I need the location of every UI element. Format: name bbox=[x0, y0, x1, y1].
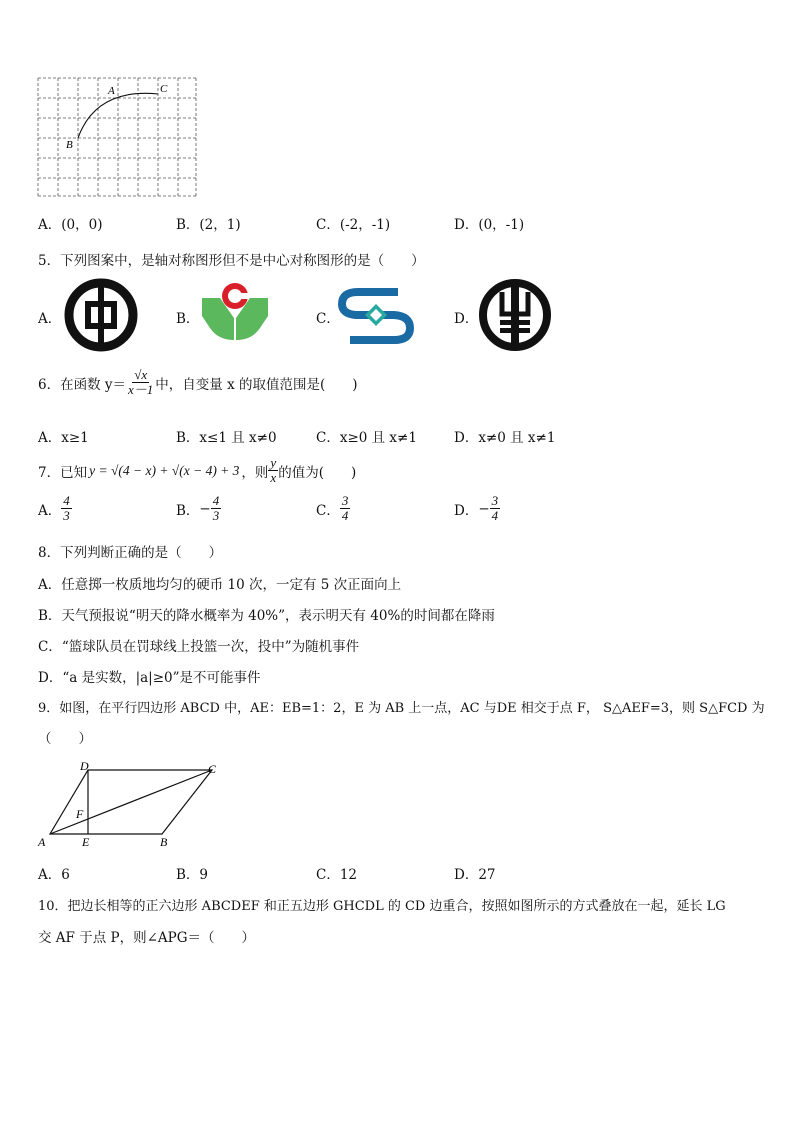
q7-option-d-den: 4 bbox=[491, 508, 499, 523]
q7-option-b-letter: B． bbox=[176, 502, 200, 519]
q7-option-a-fraction bbox=[61, 494, 72, 523]
q9-option-b: B．9 bbox=[176, 867, 209, 883]
q10-line1: 10．把边长相等的正六边形 ABCDEF 和正五边形 GHCDL 的 CD 边重合，按照如图所示的方式叠放在一起，延长 LG bbox=[38, 899, 726, 914]
q7-option-c-letter: C． bbox=[316, 502, 340, 519]
q7-stem-mid: ，则 bbox=[241, 464, 269, 481]
q10-line2: 交 AF 于点 P，则∠APG＝（ ） bbox=[38, 930, 256, 946]
q9-stem: 9．如图，在平行四边形 ABCD 中，AE：EB=1：2，E 为 AB 上一点，AC 与DE 相交于点 F， S△AEF=3，则 S△FCD 为 bbox=[38, 701, 765, 716]
label-C: C bbox=[160, 83, 168, 95]
q4-option-b: B．(2，1) bbox=[176, 217, 241, 233]
q7-option-a-den: 3 bbox=[63, 508, 70, 523]
q8-option-d: D．“a 是实数，|a|≥0”是不可能事件 bbox=[38, 670, 261, 686]
s-shaped-bank-logo-icon bbox=[336, 284, 416, 350]
label-B: B bbox=[160, 835, 168, 849]
q7-option-d-sign: − bbox=[478, 500, 490, 517]
q7-option-b-den: 3 bbox=[212, 508, 220, 523]
label-A: A bbox=[38, 835, 46, 849]
q8-stem: 8．下列判断正确的是（ ） bbox=[38, 545, 223, 561]
q5-option-d-letter: D． bbox=[454, 311, 479, 327]
parallelogram-diagram bbox=[36, 758, 226, 850]
q9-option-c: C．12 bbox=[316, 867, 358, 883]
q7-option-a-letter: A． bbox=[38, 502, 62, 519]
q7-stem bbox=[38, 456, 356, 485]
q9-stem-line2: （ ） bbox=[38, 731, 92, 747]
q7-option-c-num: 3 bbox=[341, 493, 349, 508]
bank-of-china-logo-icon bbox=[62, 276, 140, 358]
q7-option-d bbox=[454, 494, 500, 523]
q7-option-b bbox=[176, 494, 221, 523]
q5-option-b-letter: B． bbox=[176, 311, 200, 327]
q7-option-c-den: 4 bbox=[341, 508, 349, 523]
label-F: F bbox=[76, 807, 84, 821]
q5-stem: 5．下列图案中，是轴对称图形但不是中心对称图形的是（ ） bbox=[38, 253, 425, 269]
q5-option-a-letter: A． bbox=[38, 311, 62, 327]
q4-option-d: D．(0，-1) bbox=[454, 217, 525, 233]
q6-stem-before: 6．在函数 y＝ bbox=[38, 376, 127, 393]
q7-frac-den: x bbox=[270, 470, 277, 485]
q7-option-a bbox=[38, 494, 72, 523]
q6-option-b: B．x≤1 且 x≠0 bbox=[176, 430, 277, 446]
q6-option-a: A．x≥1 bbox=[38, 430, 89, 446]
label-B: B bbox=[66, 139, 73, 151]
q7-option-c-fraction bbox=[340, 494, 351, 523]
q4-option-c: C．(-2，-1) bbox=[316, 217, 391, 233]
rural-credit-logo-icon bbox=[198, 278, 272, 352]
q7-option-a-num: 4 bbox=[63, 493, 70, 508]
q4-grid-figure bbox=[36, 76, 200, 198]
q6-frac-den: x－1 bbox=[128, 382, 154, 397]
q8-option-b: B．天气预报说“明天的降水概率为 40%”，表示明天有 40%的时间都在降雨 bbox=[38, 608, 495, 624]
q8-option-a: A．任意掷一枚质地均匀的硬币 10 次，一定有 5 次正面向上 bbox=[38, 577, 402, 593]
q7-option-d-fraction bbox=[490, 494, 501, 523]
q7-option-c bbox=[316, 494, 350, 523]
q8-option-c: C．“篮球队员在罚球线上投篮一次，投中”为随机事件 bbox=[38, 639, 360, 655]
q6-fraction bbox=[126, 368, 155, 397]
q7-frac-num: y bbox=[270, 455, 277, 470]
label-E: E bbox=[82, 835, 90, 849]
q9-option-d: D．27 bbox=[454, 867, 496, 883]
q9-option-a: A．6 bbox=[38, 867, 70, 883]
q7-option-b-sign: − bbox=[199, 500, 211, 517]
q7-option-d-num: 3 bbox=[491, 493, 499, 508]
grid-diagram bbox=[36, 76, 200, 198]
label-D: D bbox=[80, 759, 89, 773]
label-C: C bbox=[208, 762, 217, 776]
q7-option-d-letter: D． bbox=[454, 502, 479, 519]
q7-option-b-fraction bbox=[211, 494, 222, 523]
q6-option-c: C．x≥0 且 x≠1 bbox=[316, 430, 417, 446]
q7-fraction bbox=[268, 456, 278, 485]
q4-option-a: A．(0，0) bbox=[38, 217, 103, 233]
label-A: A bbox=[108, 85, 115, 97]
q6-stem bbox=[38, 368, 358, 397]
q7-option-b-num: 4 bbox=[212, 493, 220, 508]
q7-stem-before: 7．已知 bbox=[38, 464, 88, 481]
q6-option-d: D．x≠0 且 x≠1 bbox=[454, 430, 556, 446]
q7-stem-after: 的值为( ) bbox=[278, 464, 357, 481]
q6-stem-after: 中，自变量 x 的取值范围是( ) bbox=[155, 376, 358, 393]
q7-expression: y = √(4 − x) + √(x − 4) + 3 bbox=[89, 462, 240, 478]
agricultural-bank-logo-icon bbox=[476, 276, 554, 358]
q9-parallelogram-figure bbox=[36, 758, 226, 850]
q5-option-c-letter: C． bbox=[316, 311, 340, 327]
q6-frac-num: √x bbox=[134, 367, 148, 382]
